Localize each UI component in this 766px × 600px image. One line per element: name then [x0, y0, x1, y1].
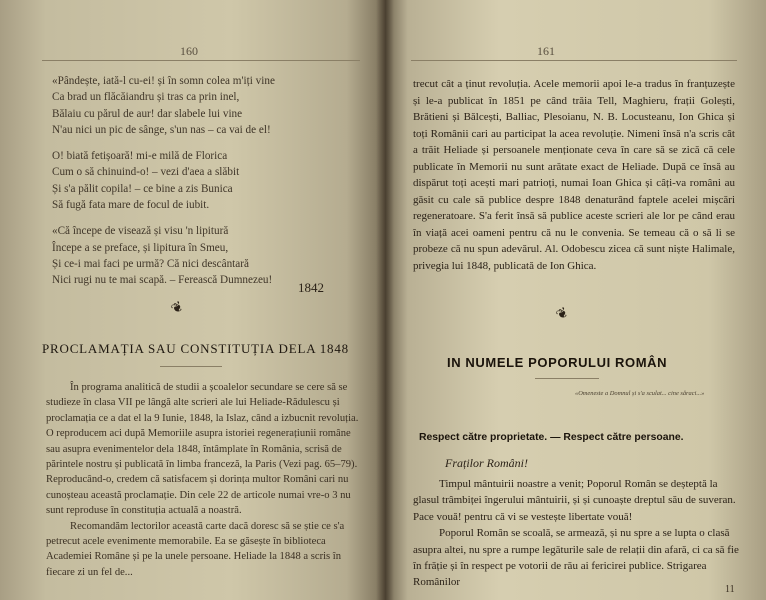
right-page [385, 0, 766, 600]
proclamation-paragraph: Poporul Român se scoală, se armează, și nu spre a se lupta o clasă asupra altei, nu spre a rumpe legăturile sale de relații din afară, ci ca să fie în frăție și în respect pe votorii de rău ai fericirei publice. Strigarea Românilor [413, 527, 739, 589]
left-page-number: 160 [180, 44, 198, 58]
poem-stanza [52, 223, 352, 288]
leaf-ornament-icon: ❦ [169, 299, 187, 318]
poem-line: Bălaiu cu părul de aur! dar slabele lui vine [52, 107, 243, 120]
right-body-text [413, 76, 735, 274]
poem-line: Și s'a pălit copila! – ce bine a zis Bunica [52, 182, 233, 195]
poem-line: O! biată fetișoară! mi-e milă de Florica [52, 150, 228, 163]
motto-quote: «Omeneste a Domnul și s'a sculat... cine săraci...» [575, 390, 705, 397]
proclamation-text [413, 476, 739, 591]
poem [52, 73, 352, 299]
right-page-number: 161 [537, 44, 555, 58]
poem-line: Și ce-i mai faci pe urmă? Că nici descântară [52, 257, 249, 270]
salutation: Fraților Români! [445, 456, 528, 470]
poem-line: «Că începe de visează și visu 'n lipitură [52, 225, 229, 238]
title-rule [535, 378, 599, 379]
poem-stanza [52, 73, 352, 138]
poem-year: 1842 [298, 280, 324, 295]
right-section-title: IN NUMELE POPORULUI ROMÂN [447, 355, 668, 370]
left-section-title: PROCLAMAȚIA SAU CONSTITUȚIA DELA 1848 [42, 341, 349, 356]
poem-stanza [52, 148, 352, 213]
header-rule [42, 60, 360, 61]
proclamation-subtitle: Respect către proprietate. — Respect către persoane. [419, 432, 684, 443]
header-rule [411, 60, 737, 61]
left-paragraph: Recomandăm lectorilor această carte dacă doresc să se știe ce s'a petrecut acele evenimente memorabile. Ea se găsește în biblioteca Academiei Române și pe la unele persoane. Heliade la 1848 a scris în fiecare zi un fel de... [46, 520, 345, 578]
poem-line: Ca brad un flăcăiandru și tras ca prin inel, [52, 91, 240, 104]
poem-line: Cum o să chinuind-o! – vezi d'aea a slăbit [52, 166, 240, 179]
poem-line: Nici rugi nu te mai scapă. – Ferească Dumnezeu! [52, 274, 273, 287]
title-rule [160, 366, 222, 367]
signature-mark: 11 [725, 584, 735, 595]
right-paragraph: trecut cât a ținut revoluția. Acele memorii apoi le-a tradus în franțuzește și le-a publicat în 1851 pe când trăia Tell, Maghieru, frații Golești, Brătieni și Bălcești, Balliac, Plesoianu, N. B. Locusteanu, Ion Ghica și toți Românii cari au participat la acea revoluție. Nimeni însă n'a scris cât a trăit Heliade și persoanele menționate ceva în care să se zică că cele publicate în Memorii nu sunt arătate exact de Heliade. După ce însă au dispărut toți acești mari patrioți, numai Ioan Ghica și câți-va români au găsit cu cale să publice despre 1848 denaturând faptele acelei mișcări regeneratoare. S'a ferit însă să publice aceste scrieri ale lor pe când erau în viață acei oameni pentru că nu le convenia. Se temeau că o să li se probeze că nu spun adevărul. Al. Odobescu zicea că sunt niște Halimale, privegia lui 1848, publicată de Ion Ghica. [413, 78, 735, 272]
poem-line: N'au nici un pic de sânge, s'un nas – ca vai de el! [52, 123, 271, 136]
book-gutter [376, 0, 394, 600]
left-paragraph: În programa analitică de studii a școalelor secundare se cere să se studieze în clasa VII pe lângă alte scrieri ale lui Heliade-Rădulescu și proclamația ce a dat el la 9 Iunie, 1848, la Islaz, când a izbucnit revoluția. O reproducem aci după Memoriile asupra istoriei regenerațiunii române sau asupra evenimentelor dela 1848, întâmplate în România, scrisă de părintele nostru și publicată în limba franceză, la Paris (Vezi pag. 65–79). Reproducând-o, credem că satisfacem și dorința multor Români cari nu cunoșteau această proclamație. Din cele 22 de articole numai vre-o 3 nu sunt reproduse în constituția actuală a noastră. [46, 382, 359, 517]
proclamation-paragraph: Timpul mântuirii noastre a venit; Poporul Român se deșteptă la glasul trâmbiței îngerului mântuirii, și și cunoaște dreptul său de suveran. Pace vouă! pentru că vi se vestește libertate vouă! [413, 478, 736, 523]
leaf-ornament-icon: ❦ [554, 305, 572, 324]
poem-line: Începe a se preface, și lipitura în Smeu, [52, 241, 229, 254]
left-body-text [46, 380, 364, 580]
poem-line: «Pândește, iată-l cu-ei! și în somn colea m'iți vine [52, 75, 275, 87]
poem-line: Să fugă fata mare de focul de iubit. [52, 199, 210, 212]
